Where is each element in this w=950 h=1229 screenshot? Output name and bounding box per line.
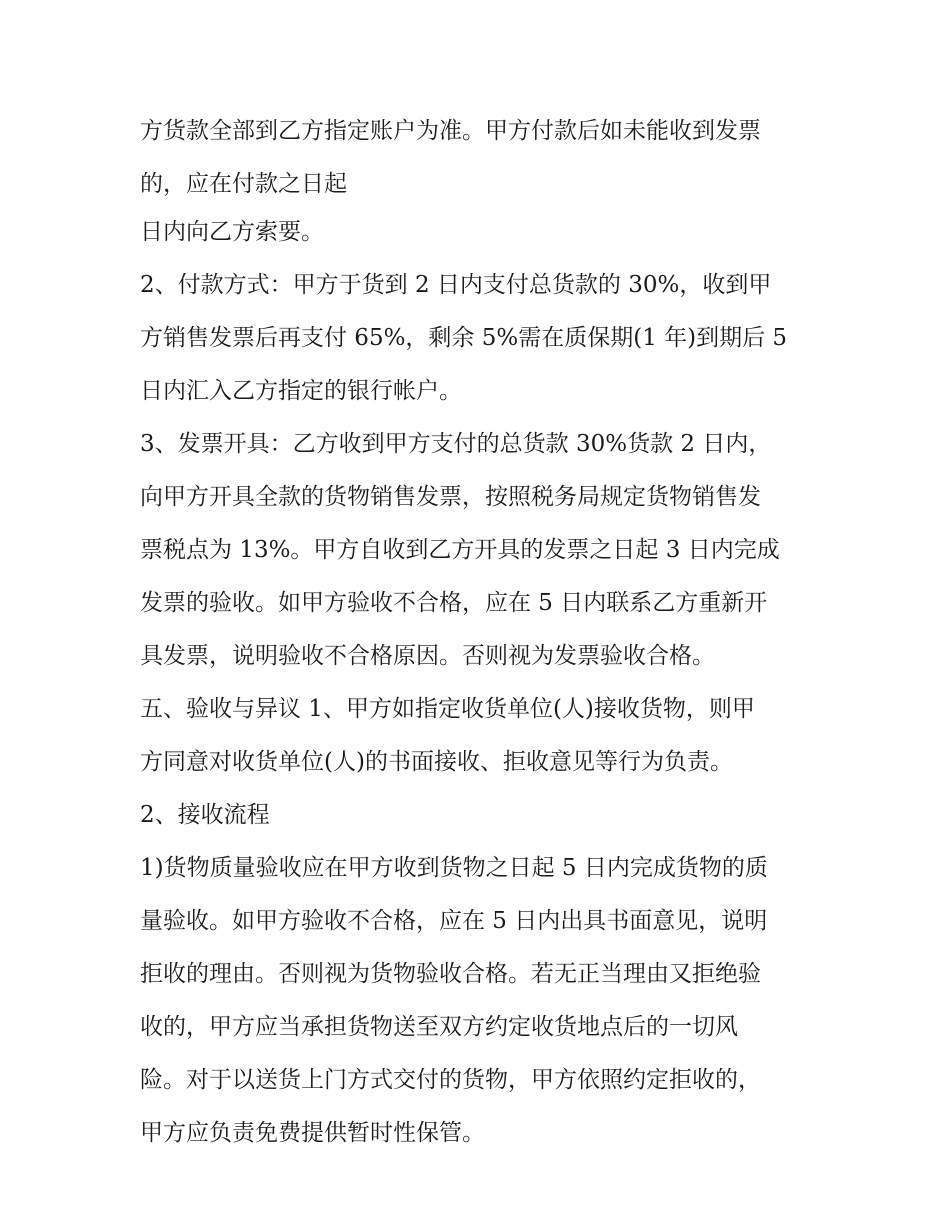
- text-line: 量验收。如甲方验收不合格，应在 5 日内出具书面意见，说明: [140, 908, 768, 934]
- text-line: 发票的验收。如甲方验收不合格，应在 5 日内联系乙方重新开: [140, 590, 768, 616]
- text-line: 方货款全部到乙方指定账户为准。甲方付款后如未能收到发票: [140, 118, 761, 144]
- text-line: 日内汇入乙方指定的银行帐户。: [140, 378, 462, 404]
- text-line: 1)货物质量验收应在甲方收到货物之日起 5 日内完成货物的质: [140, 855, 768, 881]
- text-line: 票税点为 13%。甲方自收到乙方开具的发票之日起 3 日内完成: [140, 537, 780, 563]
- text-line: 收的，甲方应当承担货物送至双方约定收货地点后的一切风: [140, 1014, 738, 1040]
- text-line: 2、接收流程: [140, 802, 270, 828]
- text-line: 向甲方开具全款的货物销售发票，按照税务局规定货物销售发: [140, 484, 761, 510]
- text-line: 3、发票开具：乙方收到甲方支付的总货款 30%货款 2 日内，: [140, 431, 772, 457]
- text-line: 方同意对收货单位(人)的书面接收、拒收意见等行为负责。: [140, 749, 733, 775]
- text-line: 拒收的理由。否则视为货物验收合格。若无正当理由又拒绝验: [140, 961, 761, 987]
- text-line: 方销售发票后再支付 65%，剩余 5%需在质保期(1 年)到期后 5: [140, 325, 788, 351]
- text-line: 的，应在付款之日起: [140, 171, 347, 197]
- text-line: 险。对于以送货上门方式交付的货物，甲方依照约定拒收的，: [140, 1067, 761, 1093]
- text-line: 甲方应负责免费提供暂时性保管。: [140, 1120, 485, 1146]
- text-line: 具发票，说明验收不合格原因。否则视为发票验收合格。: [140, 643, 715, 669]
- contract-text: [140, 109, 830, 1164]
- text-line: 五、验收与异议 1、甲方如指定收货单位(人)接收货物，则甲: [140, 696, 755, 722]
- text-line: 2、付款方式：甲方于货到 2 日内支付总货款的 30%，收到甲: [140, 272, 772, 298]
- text-line: 日内向乙方索要。: [140, 219, 324, 245]
